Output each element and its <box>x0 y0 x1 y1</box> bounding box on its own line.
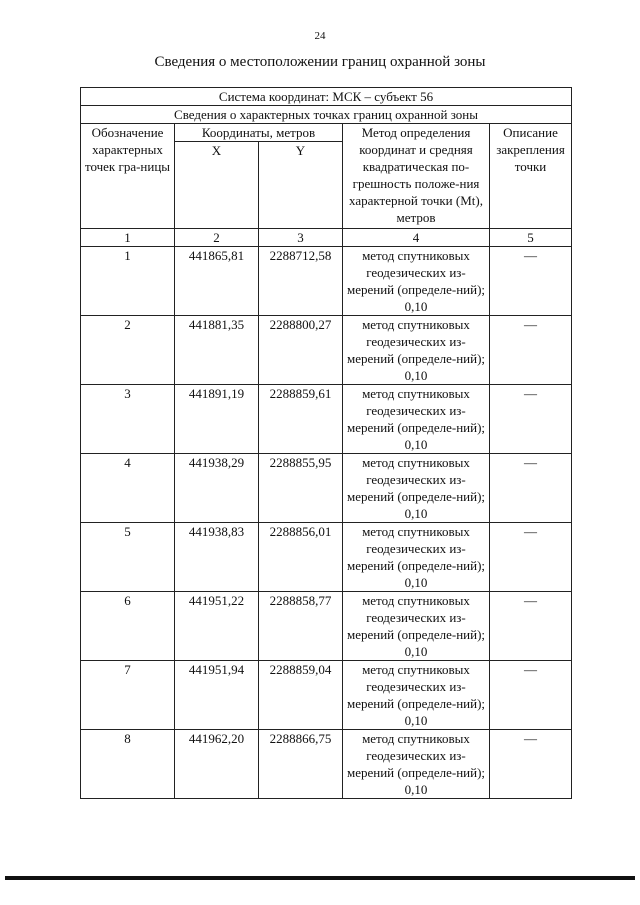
point-designation-cell: 6 <box>81 592 175 661</box>
table-row <box>81 316 572 385</box>
boundary-points-table <box>80 87 572 799</box>
header-row-1 <box>81 124 572 142</box>
point-designation-cell: 2 <box>81 316 175 385</box>
subtitle-row <box>81 106 572 124</box>
header-method: Метод определения координат и средняя квадратическая по-грешность положе-ния характерной точки (Mt), метров <box>343 124 490 229</box>
y-coordinate-cell: 2288859,61 <box>259 385 343 454</box>
point-designation-cell: 3 <box>81 385 175 454</box>
description-cell: — <box>490 247 572 316</box>
method-cell: метод спутниковых геодезических из-мерений (определе-ний); 0,10 <box>343 247 490 316</box>
x-coordinate-cell: 441951,22 <box>175 592 259 661</box>
method-cell: метод спутниковых геодезических из-мерений (определе-ний); 0,10 <box>343 454 490 523</box>
x-coordinate-cell: 441881,35 <box>175 316 259 385</box>
table-row <box>81 523 572 592</box>
y-coordinate-cell: 2288712,58 <box>259 247 343 316</box>
x-coordinate-cell: 441891,19 <box>175 385 259 454</box>
y-coordinate-cell: 2288856,01 <box>259 523 343 592</box>
header-y: Y <box>259 142 343 229</box>
description-cell: — <box>490 592 572 661</box>
method-cell: метод спутниковых геодезических из-мерений (определе-ний); 0,10 <box>343 730 490 799</box>
method-cell: метод спутниковых геодезических из-мерений (определе-ний); 0,10 <box>343 316 490 385</box>
description-cell: — <box>490 454 572 523</box>
method-cell: метод спутниковых геодезических из-мерений (определе-ний); 0,10 <box>343 661 490 730</box>
bottom-rule <box>5 876 635 880</box>
coordinate-system-row <box>81 88 572 106</box>
column-number: 1 <box>81 229 175 247</box>
table-subtitle: Сведения о характерных точках границ охранной зоны <box>81 106 572 124</box>
table-row <box>81 454 572 523</box>
point-designation-cell: 1 <box>81 247 175 316</box>
column-number-row <box>81 229 572 247</box>
header-x: X <box>175 142 259 229</box>
table-row <box>81 730 572 799</box>
y-coordinate-cell: 2288858,77 <box>259 592 343 661</box>
table-row <box>81 592 572 661</box>
description-cell: — <box>490 523 572 592</box>
column-number: 3 <box>259 229 343 247</box>
document-title: Сведения о местоположении границ охранной зоны <box>154 54 486 70</box>
method-cell: метод спутниковых геодезических из-мерений (определе-ний); 0,10 <box>343 523 490 592</box>
page-number: 24 <box>314 30 326 42</box>
header-description: Описание закрепления точки <box>490 124 572 229</box>
method-cell: метод спутниковых геодезических из-мерений (определе-ний); 0,10 <box>343 385 490 454</box>
x-coordinate-cell: 441865,81 <box>175 247 259 316</box>
point-designation-cell: 5 <box>81 523 175 592</box>
table-row <box>81 247 572 316</box>
y-coordinate-cell: 2288859,04 <box>259 661 343 730</box>
coordinate-system-label: Система координат: МСК – субъект 56 <box>81 88 572 106</box>
header-point-designation: Обозначение характерных точек гра-ницы <box>81 124 175 229</box>
point-designation-cell: 4 <box>81 454 175 523</box>
description-cell: — <box>490 385 572 454</box>
header-coordinates: Координаты, метров <box>175 124 343 142</box>
column-number: 2 <box>175 229 259 247</box>
x-coordinate-cell: 441938,29 <box>175 454 259 523</box>
point-designation-cell: 7 <box>81 661 175 730</box>
y-coordinate-cell: 2288855,95 <box>259 454 343 523</box>
x-coordinate-cell: 441951,94 <box>175 661 259 730</box>
table-row <box>81 661 572 730</box>
y-coordinate-cell: 2288800,27 <box>259 316 343 385</box>
x-coordinate-cell: 441962,20 <box>175 730 259 799</box>
table-row <box>81 385 572 454</box>
column-number: 4 <box>343 229 490 247</box>
description-cell: — <box>490 316 572 385</box>
point-designation-cell: 8 <box>81 730 175 799</box>
column-number: 5 <box>490 229 572 247</box>
y-coordinate-cell: 2288866,75 <box>259 730 343 799</box>
description-cell: — <box>490 661 572 730</box>
x-coordinate-cell: 441938,83 <box>175 523 259 592</box>
method-cell: метод спутниковых геодезических из-мерений (определе-ний); 0,10 <box>343 592 490 661</box>
description-cell: — <box>490 730 572 799</box>
